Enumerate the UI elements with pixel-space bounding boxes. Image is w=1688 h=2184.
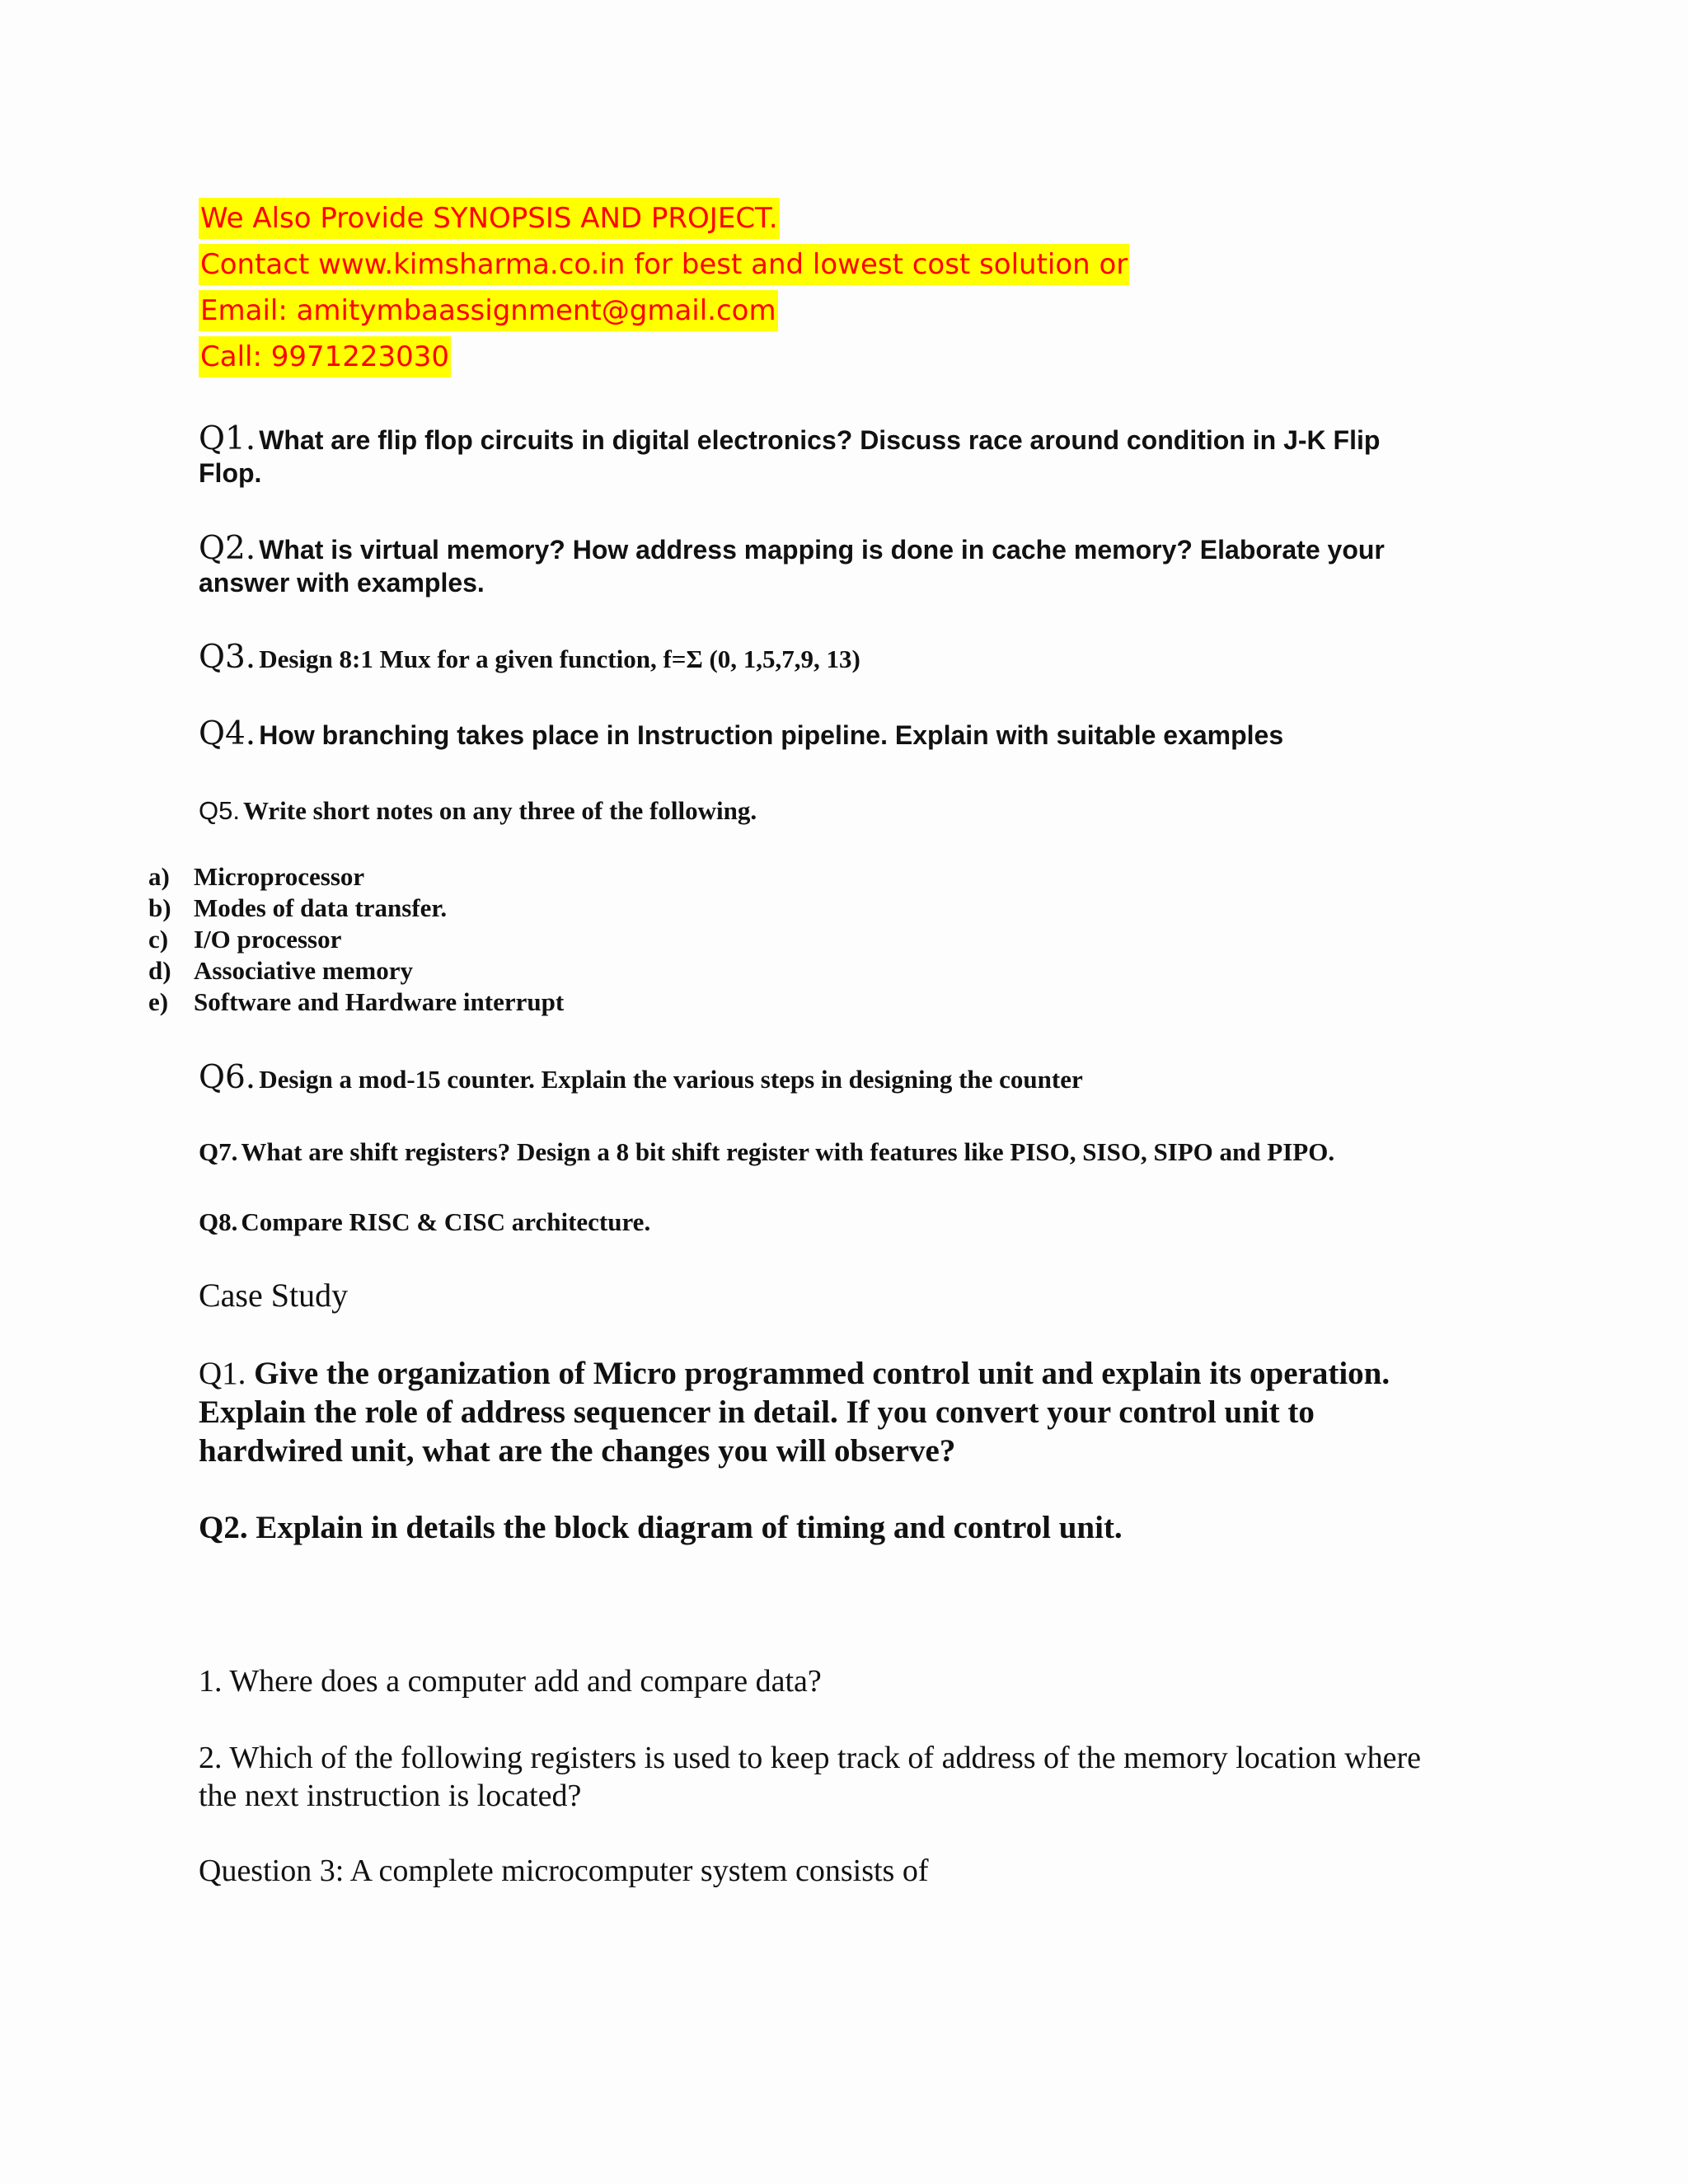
list-item bbox=[148, 924, 564, 955]
option-key: a) bbox=[148, 862, 170, 891]
question-4 bbox=[199, 715, 1435, 752]
question-text: Design 8:1 Mux for a given function, f=Σ (0, 1,5,7,9, 13) bbox=[259, 644, 860, 673]
case-study-question-2: Q2. Explain in details the block diagram of timing and control unit. bbox=[199, 1510, 1123, 1545]
option-text: Associative memory bbox=[194, 956, 413, 985]
option-key: c) bbox=[148, 925, 169, 954]
option-key: e) bbox=[148, 987, 169, 1016]
case-study-question-1 bbox=[199, 1354, 1451, 1470]
mcq-question-3: Question 3: A complete microcomputer system consists of bbox=[199, 1854, 929, 1888]
question-8 bbox=[199, 1207, 1435, 1237]
list-item bbox=[148, 987, 564, 1018]
question-text: Give the organization of Micro programmed control unit and explain its operation. Explain the role of address sequencer in detail. If you convert your control unit to hardwired unit, what are the changes you will observe? bbox=[199, 1356, 1390, 1469]
option-key: d) bbox=[148, 956, 171, 985]
question-text: Compare RISC & CISC architecture. bbox=[241, 1207, 651, 1236]
mcq-question-2: 2. Which of the following registers is used to keep track of address of the memory location where the next instruction is located? bbox=[199, 1741, 1421, 1813]
list-item bbox=[148, 955, 564, 987]
question-number: Q2. bbox=[199, 530, 256, 567]
promo-line-contact: Contact www.kimsharma.co.in for best and lowest cost solution or bbox=[199, 244, 1129, 285]
promo-line-email: Email: amitymbaassignment@gmail.com bbox=[199, 290, 778, 331]
option-text: Microprocessor bbox=[194, 862, 365, 891]
question-number: Q8. bbox=[199, 1207, 238, 1236]
promo-line-synopsis: We Also Provide SYNOPSIS AND PROJECT. bbox=[199, 198, 780, 239]
question-1 bbox=[199, 420, 1435, 490]
question-text: Write short notes on any three of the following. bbox=[242, 796, 757, 825]
case-study-heading: Case Study bbox=[199, 1277, 349, 1314]
option-text: Modes of data transfer. bbox=[194, 893, 448, 922]
question-text: What is virtual memory? How address mapping is done in cache memory? Elaborate your answer with examples. bbox=[199, 535, 1385, 598]
question-number: Q3. bbox=[199, 639, 256, 676]
question-6 bbox=[199, 1059, 1435, 1096]
option-text: I/O processor bbox=[194, 925, 342, 954]
question-text: What are shift registers? Design a 8 bit shift register with features like PISO, SISO, SIPO and PIPO. bbox=[241, 1137, 1335, 1166]
question-3 bbox=[199, 639, 1435, 676]
option-text: Software and Hardware interrupt bbox=[194, 987, 565, 1016]
question-number: Q1. bbox=[199, 1356, 246, 1391]
question-text: How branching takes place in Instruction pipeline. Explain with suitable examples bbox=[259, 720, 1284, 750]
promo-line-call: Call: 9971223030 bbox=[199, 336, 451, 377]
question-2 bbox=[199, 530, 1435, 599]
question-number: Q6. bbox=[199, 1059, 256, 1096]
question-text: What are flip flop circuits in digital electronics? Discuss race around condition in J-K Flip Flop. bbox=[199, 425, 1381, 488]
question-number: Q5. bbox=[199, 796, 240, 825]
question-number: Q7. bbox=[199, 1137, 238, 1166]
question-text: Design a mod-15 counter. Explain the various steps in designing the counter bbox=[259, 1065, 1083, 1094]
question-number: Q1. bbox=[199, 420, 256, 457]
mcq-question-1: 1. Where does a computer add and compare data? bbox=[199, 1664, 822, 1699]
list-item bbox=[148, 893, 564, 924]
question-5 bbox=[199, 794, 1435, 827]
options-list bbox=[148, 861, 564, 1018]
question-number: Q4. bbox=[199, 715, 256, 752]
list-item bbox=[148, 861, 564, 893]
option-key: b) bbox=[148, 893, 171, 922]
question-7 bbox=[199, 1137, 1435, 1167]
